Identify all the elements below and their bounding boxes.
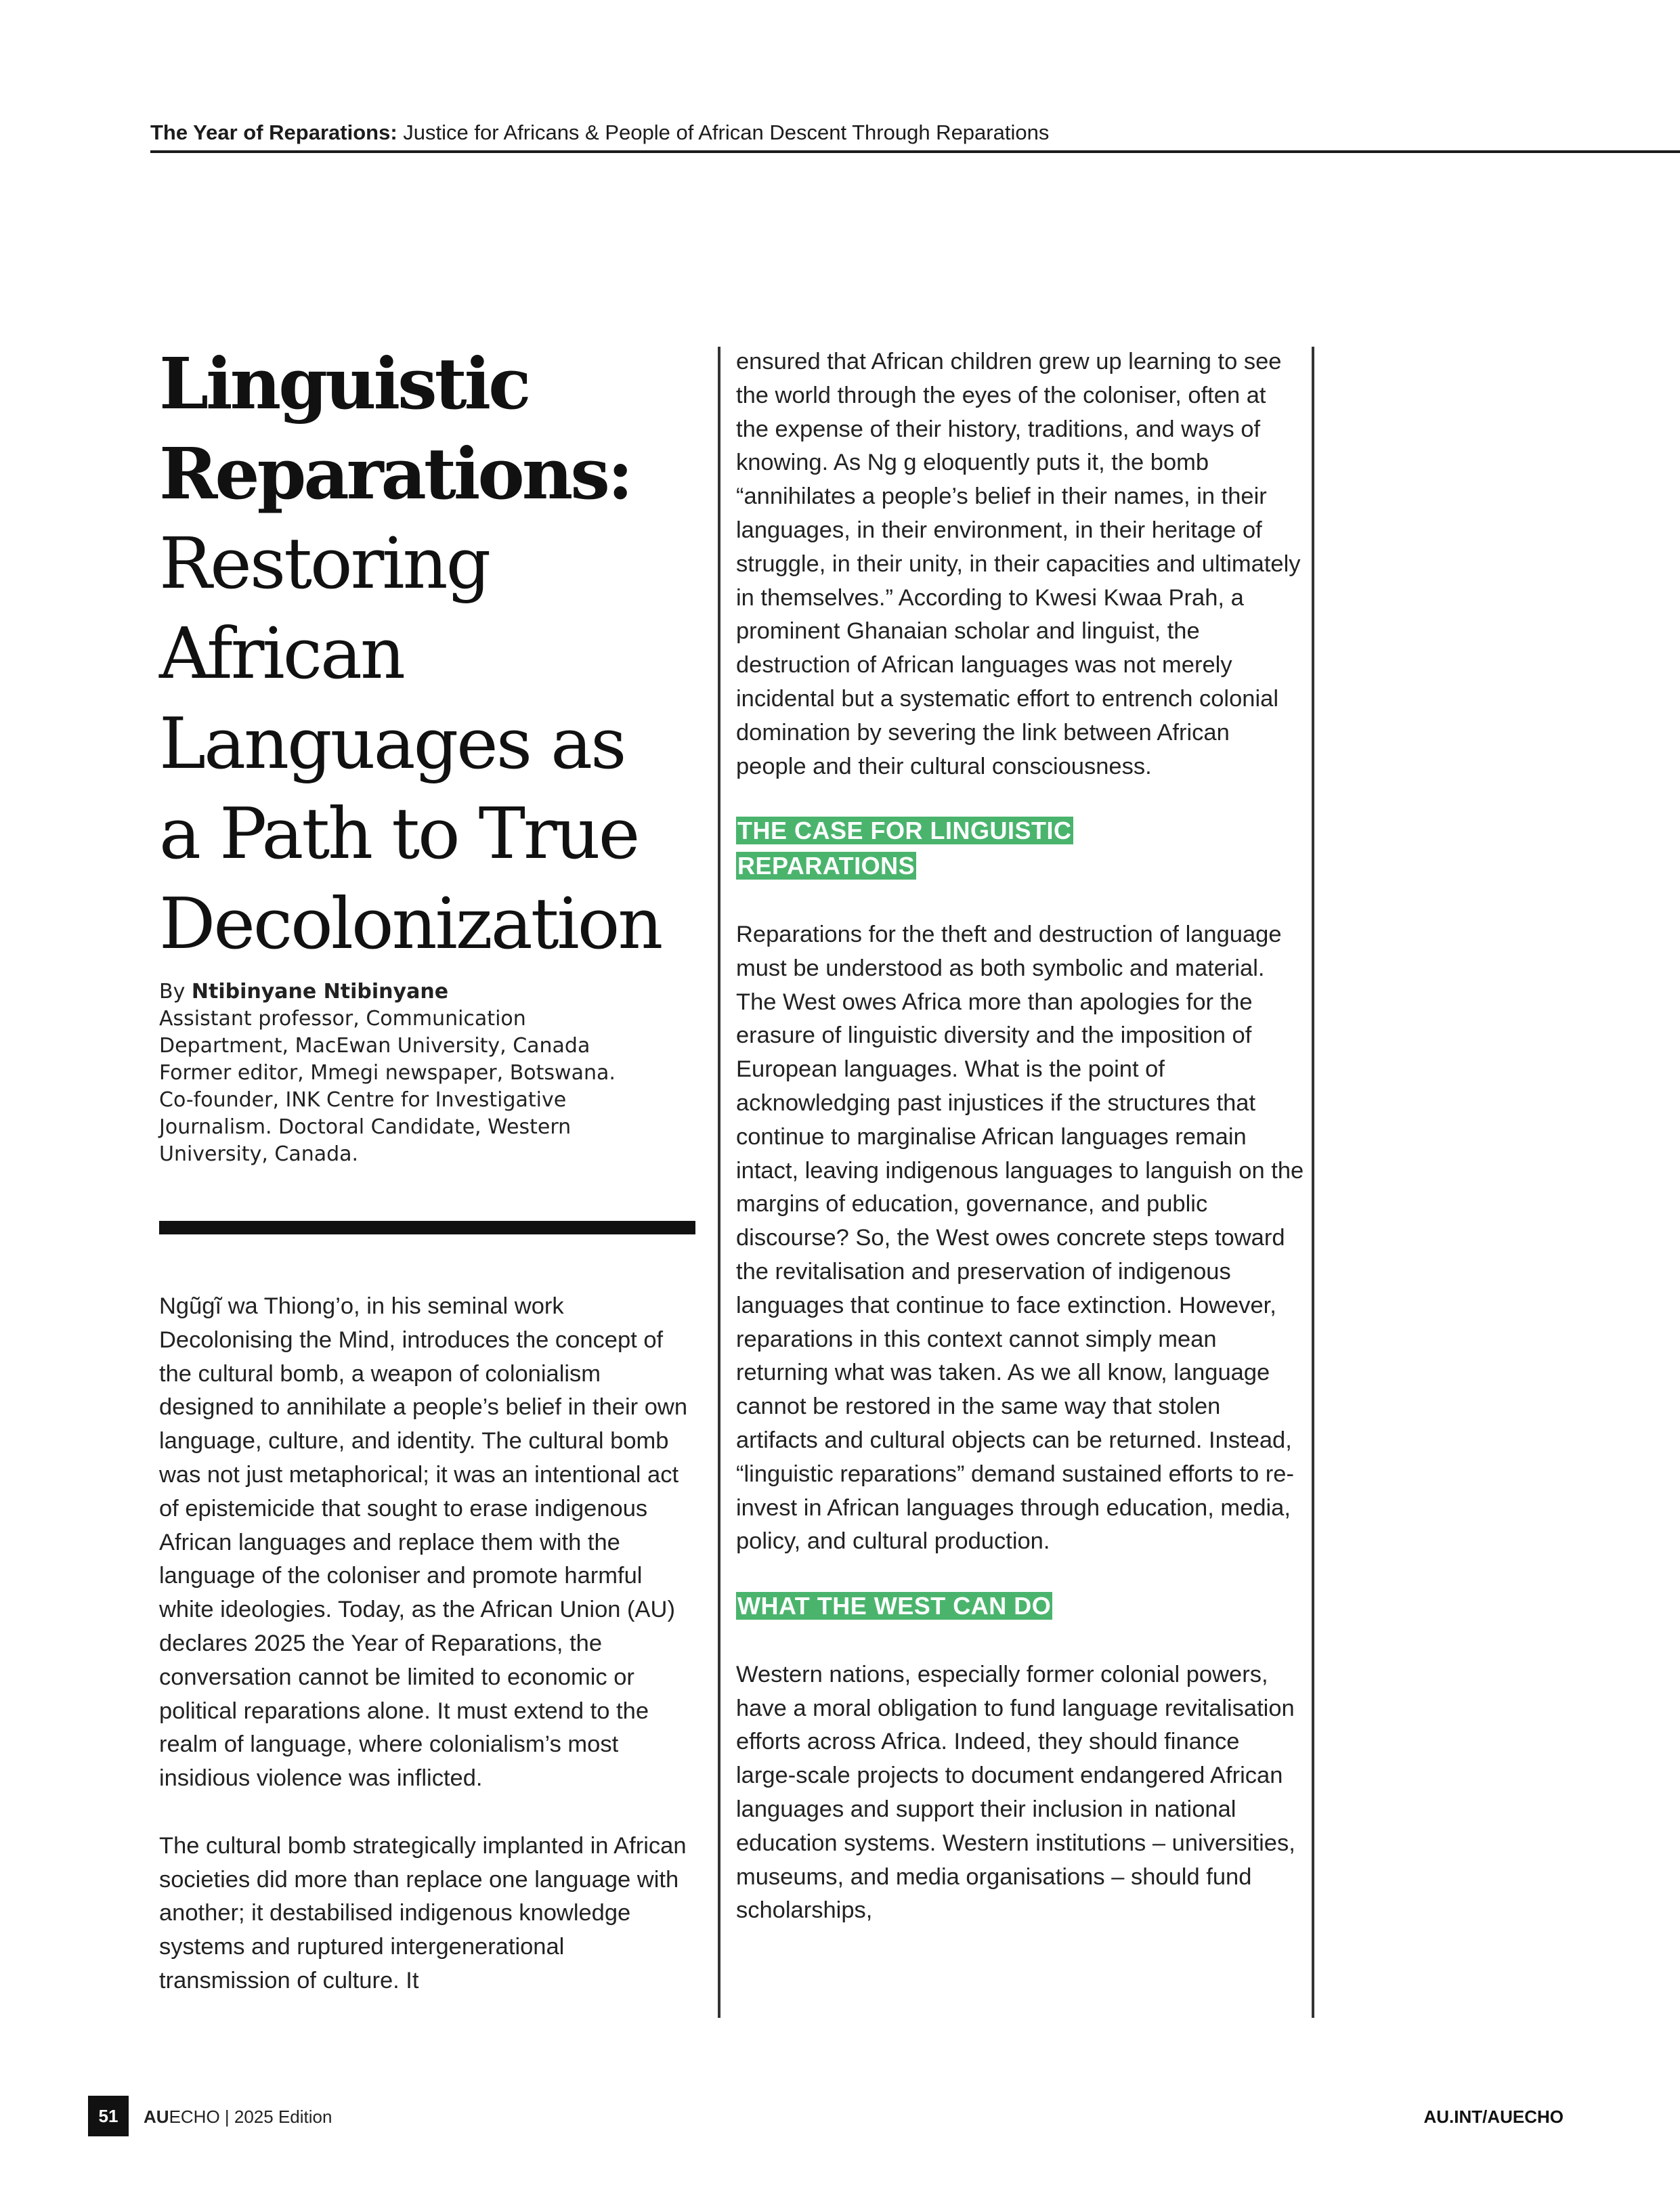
body-paragraph: The cultural bomb strategically implanted in African societies did more than replace one language with another; it destabilised indigenous knowledge systems and ruptured intergenerational transmission of culture. It: [159, 1832, 687, 1993]
series-title: The Year of Reparations:: [150, 121, 397, 144]
footer-site-link[interactable]: AU.INT/AUECHO: [1423, 2107, 1564, 2127]
author-bio-line: Assistant professor, Communication: [159, 1007, 526, 1031]
author-bio-line: Former editor, Mmegi newspaper, Botswana.: [159, 1061, 616, 1085]
body-paragraph: ensured that African children grew up learning to see the world through the eyes of the coloniser, often at the expense of their history, traditions, and ways of knowing. As Ng g eloquently puts it, the bomb “annihilates a people’s belief in their names, in their languages, in their environment, in their heritage of struggle, in their unity, in their capacities and ultimately in themselves.” According to Kwesi Kwaa Prah, a prominent Ghanaian scholar and linguist, the destruction of African languages was not merely incidental but a systematic effort to entrench colonial domination by severing the link between African people and their cultural consciousness.: [736, 349, 1301, 779]
body-paragraph: Western nations, especially former colonial powers, have a moral obligation to fund language revitalisation efforts across Africa. Indeed, they should finance large-scale projects to document endangered African languages and support their inclusion in national education systems. Western institutions – universities, museums, and media organisations – should fund scholarships,: [736, 1661, 1295, 1924]
author-bio-line: Co-founder, INK Centre for Investigative: [159, 1088, 567, 1112]
column-divider: [718, 347, 720, 2018]
title-bold-line-2: Reparations:: [159, 432, 631, 515]
author-bio-line: Department, MacEwan University, Canada: [159, 1034, 590, 1058]
author-name: Ntibinyane Ntibinyane: [191, 980, 449, 1004]
title-line-7: Decolonization: [159, 882, 662, 965]
byline-divider: [159, 1221, 695, 1234]
byline: [159, 978, 701, 1168]
left-column: [159, 1290, 701, 1998]
article-title: [159, 339, 714, 969]
header-rule: [150, 150, 1680, 153]
column-divider: [1312, 347, 1314, 2018]
title-line-4: African: [159, 612, 404, 695]
title-line-6: a Path to True: [159, 792, 639, 875]
section-heading-west: [736, 1589, 1305, 1624]
running-header: [150, 119, 1680, 146]
author-line: [159, 978, 701, 1006]
right-column: [736, 345, 1305, 1928]
author-bio-line: Journalism. Doctoral Candidate, Western: [159, 1115, 572, 1139]
body-paragraph: Ngũgĩ wa Thiong’o, in his seminal work Decolonising the Mind, introduces the concept of the cultural bomb, a weapon of colonialism designed to annihilate a people’s belief in their own language, culture, and identity. The cultural bomb was not just metaphorical; it was an intentional act of epistemicide that sought to erase indigenous African languages and replace them with the language of the coloniser and promote harmful white ideologies. Today, as the African Union (AU) declares 2025 the Year of Reparations, the conversation cannot be limited to economic or political reparations alone. It must extend to the realm of language, where colonialism’s most insidious violence was inflicted.: [159, 1293, 688, 1792]
footer-brand-rest: ECHO | 2025 Edition: [169, 2107, 332, 2127]
title-line-3: Restoring: [159, 522, 490, 605]
footer-publication: [144, 2106, 332, 2128]
byline-prefix: By: [159, 980, 186, 1004]
author-bio-line: University, Canada.: [159, 1142, 359, 1166]
section-heading-case: [736, 814, 1305, 884]
section-heading-line: THE CASE FOR LINGUISTIC: [737, 817, 1072, 845]
footer-brand-bold: AU: [144, 2107, 169, 2127]
series-subtitle: Justice for Africans & People of African Descent Through Reparations: [403, 121, 1050, 144]
page-number: 51: [88, 2096, 129, 2136]
body-paragraph: Reparations for the theft and destruction of language must be understood as both symbolic and material. The West owes Africa more than apologies for the erasure of linguistic diversity and the imposition of European languages. What is the point of acknowledging past injustices if the structures that continue to marginalise African languages remain intact, leaving indigenous languages to languish on the margins of education, governance, and public discourse? So, the West owes concrete steps toward the revitalisation and preservation of indigenous languages that continue to face extinction. However, reparations in this context cannot simply mean returning what was taken. As we all know, language cannot be restored in the same way that stolen artifacts and cultural objects can be returned. Instead, “linguistic reparations” demand sustained efforts to re-invest in African languages through education, media, policy, and cultural production.: [736, 921, 1304, 1555]
title-line-5: Languages as: [159, 702, 625, 785]
title-bold-line-1: Linguistic: [159, 342, 529, 425]
section-heading-line: REPARATIONS: [737, 852, 916, 880]
section-heading-line: WHAT THE WEST CAN DO: [737, 1592, 1052, 1620]
